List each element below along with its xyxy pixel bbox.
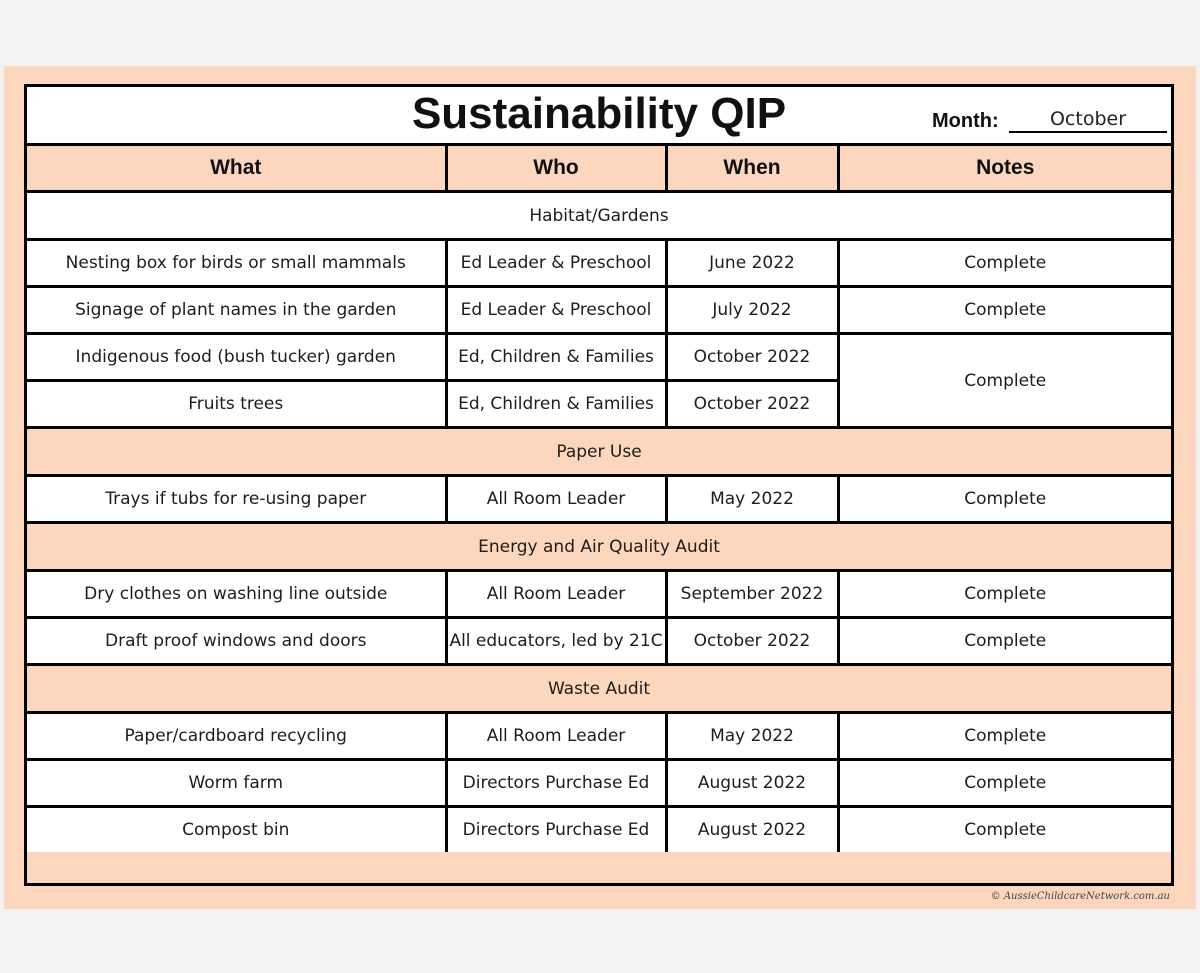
qip-sheet <box>4 66 1196 909</box>
header-row <box>27 146 1171 192</box>
cell-what: Signage of plant names in the garden <box>27 287 446 334</box>
cell-notes: Complete <box>838 571 1171 618</box>
cell-notes: Complete <box>838 618 1171 665</box>
cell-when: August 2022 <box>666 807 838 853</box>
cell-when: October 2022 <box>666 381 838 428</box>
cell-notes: Complete <box>838 240 1171 287</box>
table-row <box>27 476 1171 523</box>
cell-who: All Room Leader <box>446 476 666 523</box>
section-row-habitat <box>27 192 1171 240</box>
page-title: Sustainability QIP <box>411 89 787 138</box>
cell-notes: Complete <box>838 807 1171 853</box>
cell-when: July 2022 <box>666 287 838 334</box>
qip-table <box>27 146 1171 852</box>
table-row <box>27 240 1171 287</box>
cell-who: Ed, Children & Families <box>446 334 666 381</box>
cell-when: May 2022 <box>666 713 838 760</box>
section-title: Waste Audit <box>27 665 1171 713</box>
cell-when: May 2022 <box>666 476 838 523</box>
month-value: October <box>1009 108 1167 133</box>
cell-when: October 2022 <box>666 334 838 381</box>
table-row <box>27 571 1171 618</box>
cell-what: Compost bin <box>27 807 446 853</box>
cell-when: June 2022 <box>666 240 838 287</box>
cell-what: Worm farm <box>27 760 446 807</box>
section-title: Habitat/Gardens <box>27 192 1171 240</box>
qip-table-frame <box>24 84 1174 886</box>
column-header-when: When <box>666 146 838 192</box>
table-row <box>27 760 1171 807</box>
cell-what: Trays if tubs for re-using paper <box>27 476 446 523</box>
cell-who: Ed Leader & Preschool <box>446 240 666 287</box>
cell-what: Indigenous food (bush tucker) garden <box>27 334 446 381</box>
section-title: Paper Use <box>27 428 1171 476</box>
cell-what: Dry clothes on washing line outside <box>27 571 446 618</box>
cell-notes: Complete <box>838 760 1171 807</box>
column-header-what: What <box>27 146 446 192</box>
cell-notes: Complete <box>838 476 1171 523</box>
month-label: Month: <box>932 110 999 132</box>
section-row-paper-use <box>27 428 1171 476</box>
table-row <box>27 807 1171 853</box>
column-header-notes: Notes <box>838 146 1171 192</box>
cell-who: Ed Leader & Preschool <box>446 287 666 334</box>
table-row <box>27 334 1171 381</box>
section-row-waste-audit <box>27 665 1171 713</box>
cell-notes: Complete <box>838 713 1171 760</box>
cell-when: September 2022 <box>666 571 838 618</box>
cell-when: October 2022 <box>666 618 838 665</box>
cell-who: All educators, led by 21C <box>446 618 666 665</box>
cell-who: All Room Leader <box>446 713 666 760</box>
table-row <box>27 618 1171 665</box>
cell-what: Draft proof windows and doors <box>27 618 446 665</box>
copyright-credit: © AussieChildcareNetwork.com.au <box>990 891 1170 902</box>
cell-notes-merged: Complete <box>838 334 1171 428</box>
cell-who: Directors Purchase Ed <box>446 760 666 807</box>
cell-who: Ed, Children & Families <box>446 381 666 428</box>
cell-who: All Room Leader <box>446 571 666 618</box>
column-header-who: Who <box>446 146 666 192</box>
table-row <box>27 287 1171 334</box>
cell-notes: Complete <box>838 287 1171 334</box>
cell-who: Directors Purchase Ed <box>446 807 666 853</box>
title-row <box>27 87 1171 146</box>
section-title: Energy and Air Quality Audit <box>27 523 1171 571</box>
cell-what: Fruits trees <box>27 381 446 428</box>
cell-what: Nesting box for birds or small mammals <box>27 240 446 287</box>
cell-what: Paper/cardboard recycling <box>27 713 446 760</box>
cell-when: August 2022 <box>666 760 838 807</box>
table-row <box>27 713 1171 760</box>
section-row-energy-audit <box>27 523 1171 571</box>
